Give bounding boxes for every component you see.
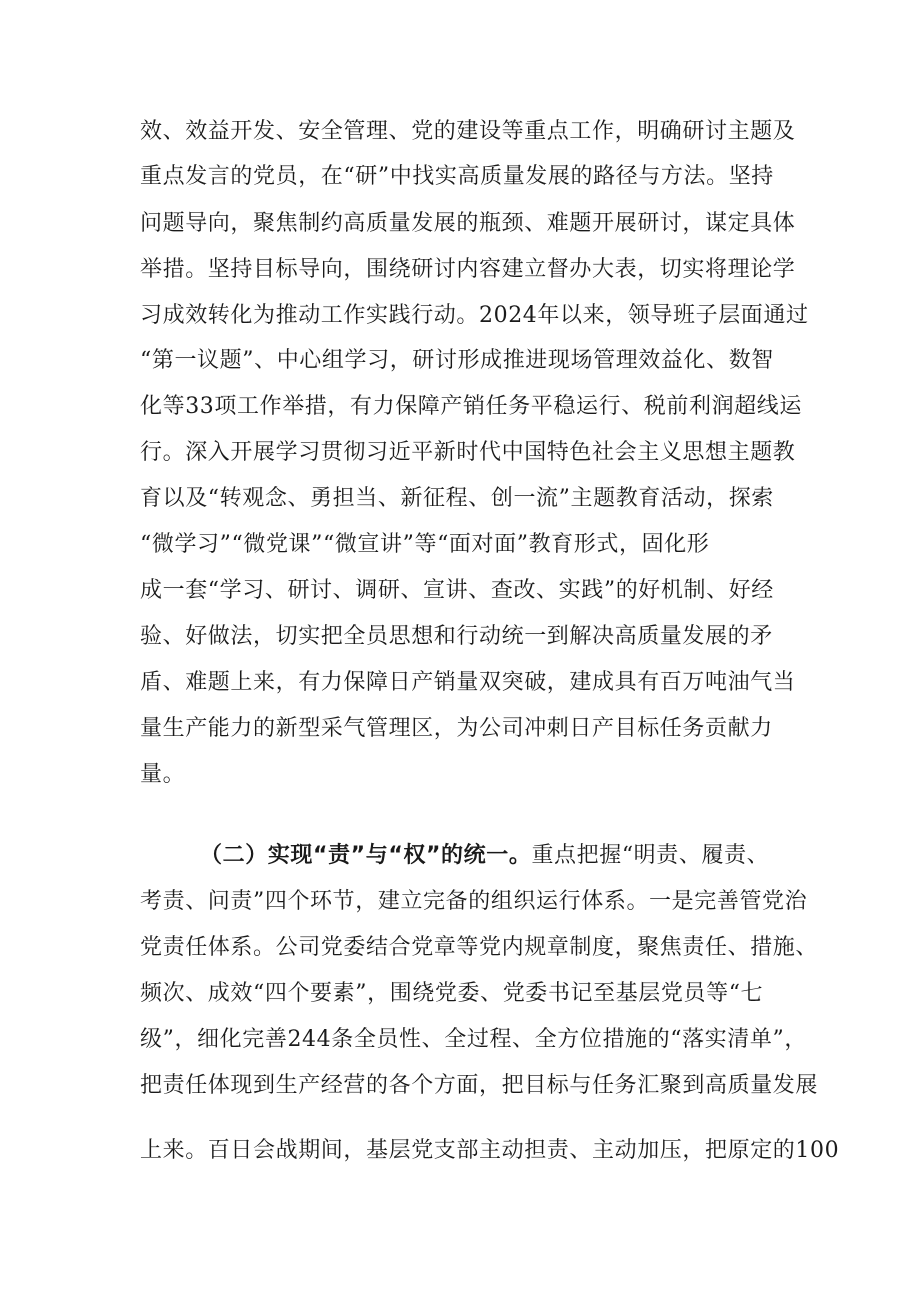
paragraph-line: 验、好做法，切实把全员思想和行动统一到解决高质量发展的矛	[140, 624, 773, 649]
paragraph-line: 效、效益开发、安全管理、党的建设等重点工作，明确研讨主题及	[140, 119, 796, 144]
paragraph-line: 党责任体系。公司党委结合党章等党内规章制度，聚焦责任、措施、	[140, 935, 819, 960]
paragraph-line: 频次、成效“四个要素”，围绕党委、党委书记至基层党员等“七	[140, 981, 764, 1006]
paragraph-first-line	[200, 838, 800, 874]
paragraph-line: “微学习”“微党课”“微宣讲”等“面对面”教育形式，固化形	[140, 532, 710, 557]
paragraph-line: 育以及“转观念、勇担当、新征程、创一流”主题教育活动，探索	[140, 486, 774, 511]
paragraph-text: 重点把握“明责、履责、	[531, 843, 770, 868]
paragraph-line: 盾、难题上来，有力保障日产销量双突破，建成具有百万吨油气当	[140, 670, 796, 695]
paragraph-line: 量生产能力的新型采气管理区，为公司冲刺日产目标任务贡献力	[140, 716, 773, 741]
paragraph-line: 考责、问责”四个环节，建立完备的组织运行体系。一是完善管党治	[140, 889, 808, 914]
paragraph-line: 上来。百日会战期间，基层党支部主动担责、主动加压，把原定的100	[140, 1138, 840, 1163]
paragraph-line: 举措。坚持目标导向，围绕研讨内容建立督办大表，切实将理论学	[140, 257, 796, 282]
paragraph-line: 级”，细化完善244条全员性、全过程、全方位措施的“落实清单”，	[140, 1027, 807, 1052]
paragraph-line: 化等33项工作举措，有力保障产销任务平稳运行、税前利润超线运	[140, 394, 802, 419]
paragraph-line: 行。深入开展学习贯彻习近平新时代中国特色社会主义思想主题教	[140, 440, 796, 465]
paragraph-line: 重点发言的党员，在“研”中找实高质量发展的路径与方法。坚持	[140, 164, 774, 189]
paragraph-line: 量。	[140, 762, 186, 787]
paragraph-line: “第一议题”、中心组学习，研讨形成推进现场管理效益化、数智	[140, 348, 774, 373]
section-heading: （二）实现“责”与“权”的统一。	[200, 843, 532, 868]
paragraph-line: 习成效转化为推动工作实践行动。2024年以来，领导班子层面通过	[140, 303, 809, 328]
paragraph-line: 把责任体现到生产经营的各个方面，把目标与任务汇聚到高质量发展	[140, 1073, 819, 1098]
paragraph-line: 成一套“学习、研讨、调研、宣讲、查改、实践”的好机制、好经	[140, 578, 774, 603]
paragraph-line: 问题导向，聚焦制约高质量发展的瓶颈、难题开展研讨，谋定具体	[140, 211, 796, 236]
